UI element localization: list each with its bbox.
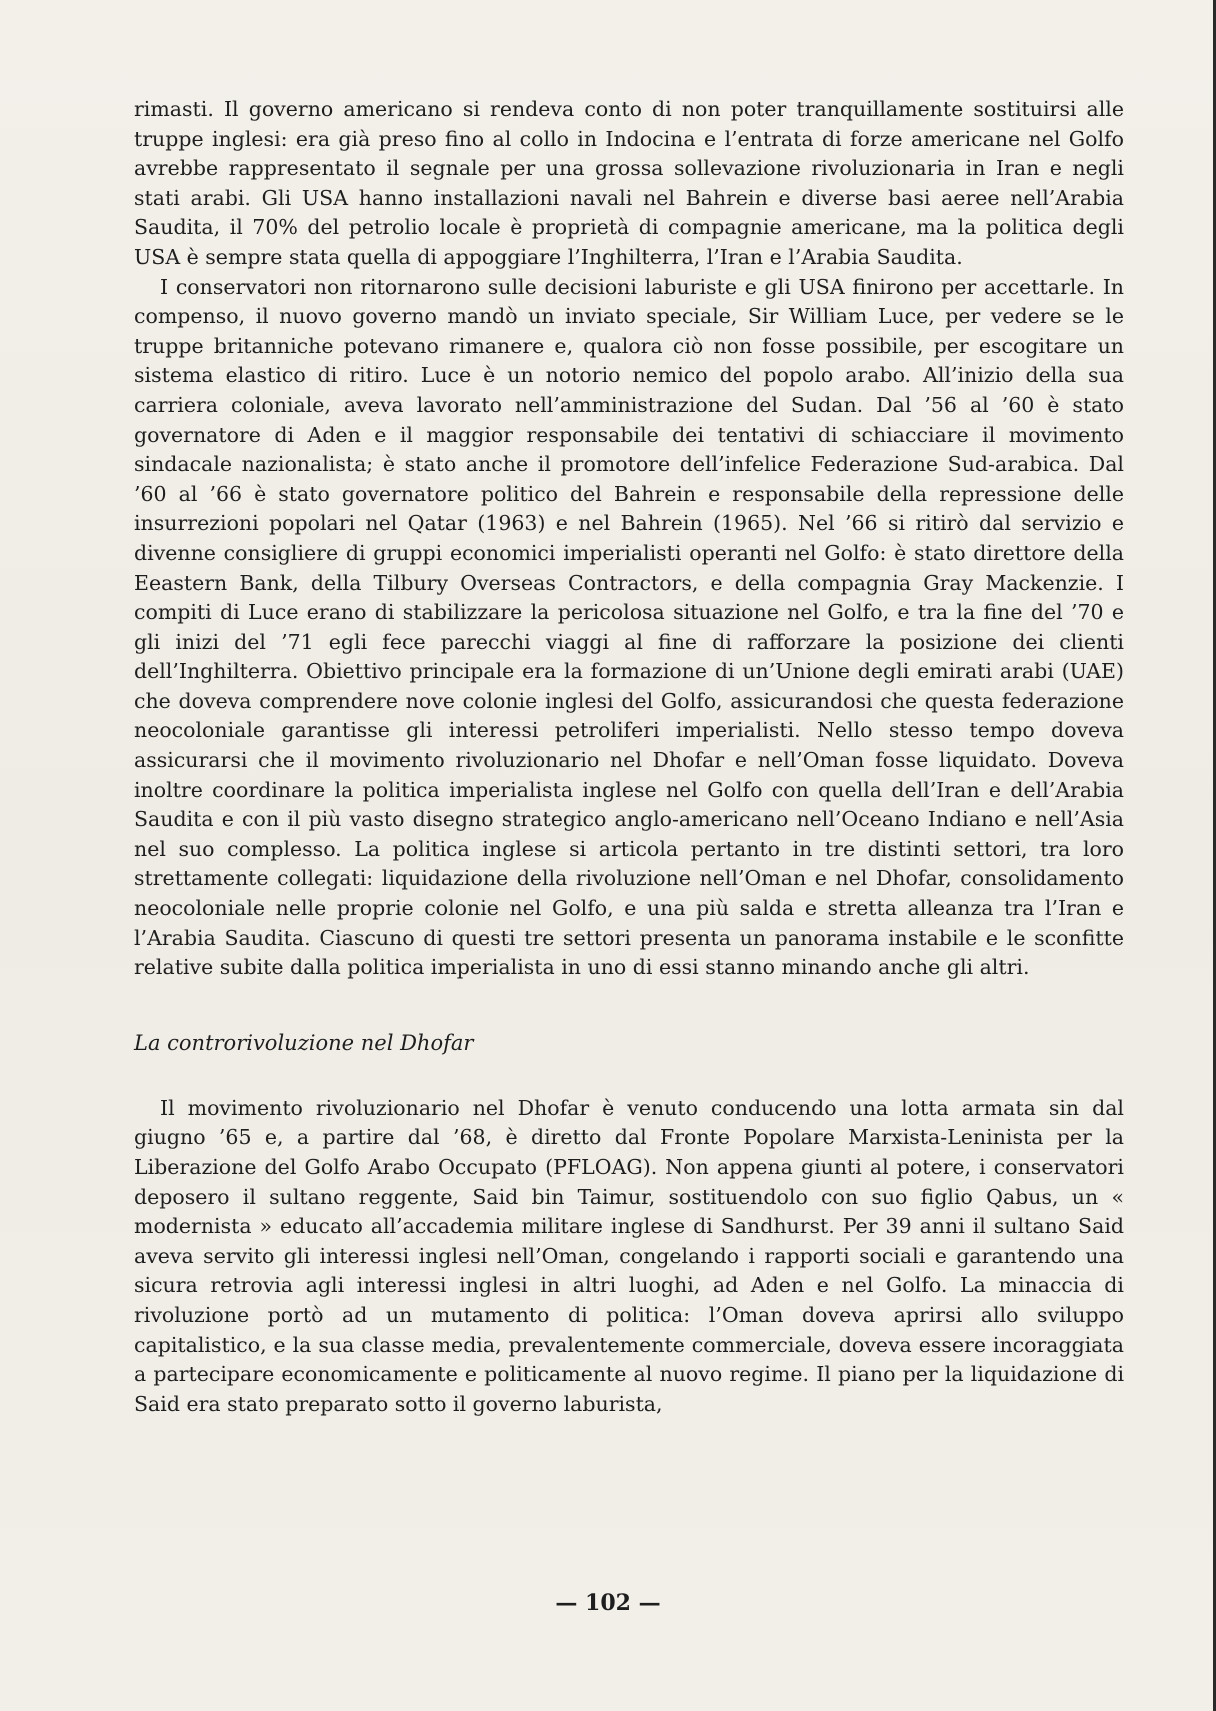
paragraph-continuation: rimasti. Il governo americano si rendeva conto di non poter tranquillamente sostituirsi alle truppe inglesi: era già preso fino al collo in Indocina e l’entrata di forze americane nel Golfo avrebbe rappresentato il segnale per una grossa sollevazione rivoluzionaria in Iran e negli stati arabi. Gli USA hanno installazioni navali nel Bahrein e diverse basi aeree nell’Arabia Saudita, il 70% del petrolio locale è proprietà di compagnie americane, ma la politica degli USA è sempre stata quella di appoggiare l’Inghilterra, l’Iran e l’Arabia Saudita. — [134, 97, 1124, 269]
page-body — [134, 95, 1124, 1419]
paragraph-dhofar: Il movimento rivoluzionario nel Dhofar è venuto conducendo una lotta armata sin dal giugno ’65 e, a partire dal ’68, è diretto dal Fronte Popolare Marxista-Leninista per la Liberazione del Golfo Arabo Occupato (PFLOAG). Non appena giunti al potere, i conservatori deposero il sultano reggente, Said bin Taimur, sostituendolo con suo figlio Qabus, un « modernista » educato all’accademia militare inglese di Sandhurst. Per 39 anni il sultano Said aveva servito gli interessi inglesi nell’Oman, congelando i rapporti sociali e garantendo una sicura retrovia agli interessi inglesi in altri luoghi, ad Aden e nel Golfo. La minaccia di rivoluzione portò ad un mutamento di politica: l’Oman doveva aprirsi allo sviluppo capitalistico, e la sua classe media, prevalentemente commerciale, doveva essere incoraggiata a partecipare economicamente e politicamente al nuovo regime. Il piano per la liquidazione di Said era stato preparato sotto il governo laburista, — [134, 1095, 1124, 1416]
paragraph-luce-mission: I conservatori non ritornarono sulle decisioni laburiste e gli USA finirono per accettarle. In compenso, il nuovo governo mandò un inviato speciale, Sir William Luce, per vedere se le truppe britanniche potevano rimanere e, qualora ciò non fosse possibile, per escogitare un sistema elastico di ritiro. Luce è un notorio nemico del popolo arabo. All’inizio della sua carriera coloniale, aveva lavorato nell’amministrazione del Sudan. Dal ’56 al ’60 è stato governatore di Aden e il maggior responsabile dei tentativi di schiacciare il movimento sindacale nazionalista; è stato anche il promotore dell’infelice Federazione Sud-arabica. Dal ’60 al ’66 è stato governatore politico del Bahrein e responsabile della repressione delle insurrezioni popolari nel Qatar (1963) e nel Bahrein (1965). Nel ’66 si ritirò dal servizio e divenne consigliere di gruppi economici imperialisti operanti nel Golfo: è stato direttore della Eeastern Bank, della Tilbury Overseas Contractors, e della compagnia Gray Mackenzie. I compiti di Luce erano di stabilizzare la pericolosa situazione nel Golfo, e tra la fine del ’70 e gli inizi del ’71 egli fece parecchi viaggi al fine di rafforzare la posizione dei clienti dell’Inghilterra. Obiettivo principale era la formazione di un’Unione degli emirati arabi (UAE) che doveva comprendere nove colonie inglesi del Golfo, assicurandosi che questa federazione neocoloniale garantisse gli interessi petroliferi imperialisti. Nello stesso tempo doveva assicurarsi che il movimento rivoluzionario nel Dhofar e nell’Oman fosse liquidato. Doveva inoltre coordinare la politica imperialista inglese nel Golfo con quella dell’Iran e dell’Arabia Saudita e con il più vasto disegno strategico anglo-americano nell’Oceano Indiano e nell’Asia nel suo complesso. La politica inglese si articola pertanto in tre distinti settori, tra loro strettamente collegati: liquidazione della rivoluzione nell’Oman e nel Dhofar, consolidamento neocoloniale nelle proprie colonie nel Golfo, e una più salda e stretta alleanza tra l’Iran e l’Arabia Saudita. Ciascuno di questi tre settori presenta un panorama instabile e le sconfitte relative subite dalla politica imperialista in uno di essi stanno minando anche gli altri. — [134, 274, 1124, 980]
section-heading: La controrivoluzione nel Dhofar — [134, 1030, 474, 1055]
page-number: — 102 — — [555, 1590, 661, 1616]
